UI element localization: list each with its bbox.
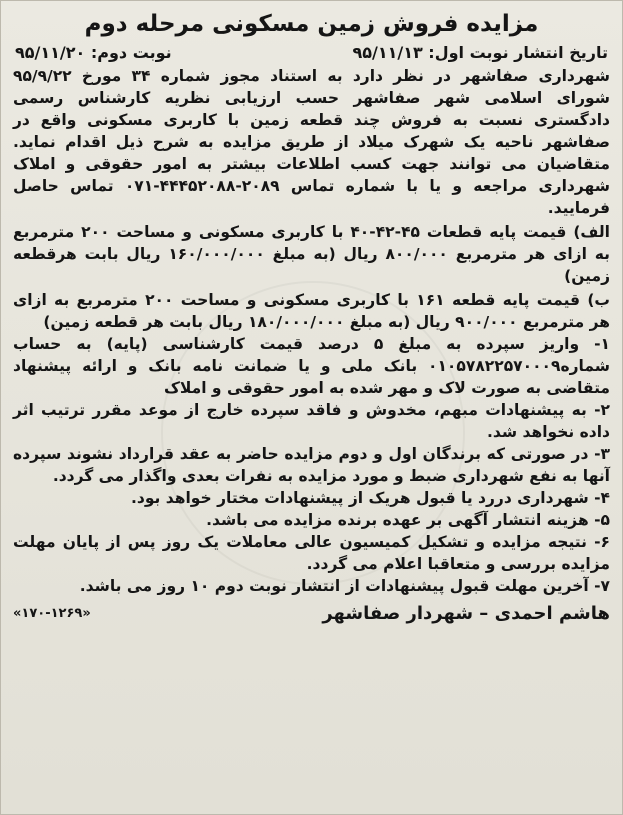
mayor-signature: هاشم احمدی – شهردار صفاشهر	[322, 603, 610, 624]
condition-7: ۷- آخرین مهلت قبول پیشنهادات از انتشار نوبت دوم ۱۰ روز می باشد.	[79, 577, 610, 595]
item-b: ب) قیمت پایه قطعه ۱۶۱ با کاربری مسکونی و مساحت ۲۰۰ مترمربع به ازای هر مترمربع ۹۰۰/۰۰۰ ریال (به مبلغ ۱۸۰/۰۰۰/۰۰۰ ریال بابت هر قطعه زمین)	[13, 291, 611, 331]
notice-code: «۱۷۰-۱۲۶۹»	[13, 606, 91, 621]
condition-1: ۱- واریز سپرده به مبلغ ۵ درصد قیمت کارشناسی (پایه) به حساب شماره۰۱۰۵۷۸۲۲۵۷۰۰۰۹ بانک ملی و یا ضمانت نامه بانک و ارائه پیشنهاد متقاضی به صورت لاک و مهر شده به امور حقوقی و املاک	[13, 335, 611, 397]
condition-5: ۵- هزینه انتشار آگهی بر عهده برنده مزایده می باشد.	[206, 511, 610, 529]
publish-dates	[15, 41, 608, 65]
condition-2: ۲- به پیشنهادات مبهم، مخدوش و فاقد سپرده خارج از موعد مقرر ترتیب اثر داده نخواهد شد.	[13, 401, 610, 441]
signature-line	[13, 601, 610, 627]
intro-paragraph: شهرداری صفاشهر در نظر دارد به استناد مجوز شماره ۳۴ مورخ ۹۵/۹/۲۲ شورای اسلامی شهر صفاشهر حسب ارزیابی نظریه کارشناس رسمی دادگستری نسبت به فروش چند قطعه زمین با کاربری مسکونی واقع در صفاشهر ناحیه یک شهرک میلاد از طریق مزایده به شرح ذیل اقدام نماید. متقاضیان می توانند جهت کسب اطلاعات بیشتر به امور حقوقی و املاک شهرداری مراجعه و یا با شماره تماس ۲۰۸۹-۴۴۴۵۲۰۸۸-۰۷۱ تماس حاصل فرمایید.	[13, 67, 610, 217]
second-publish-date: نوبت دوم: ۹۵/۱۱/۲۰	[15, 43, 172, 62]
notice-title: مزایده فروش زمین مسکونی مرحله دوم	[84, 11, 539, 37]
condition-4: ۴- شهرداری دررد یا قبول هریک از پیشنهادات مختار خواهد بود.	[131, 489, 610, 507]
condition-3: ۳- در صورتی که برندگان اول و دوم مزایده حاضر به عقد قرارداد نشوند سپرده آنها به نفع شهرداری ضبط و مورد مزایده به نفرات بعدی واگذار می گردد.	[13, 445, 610, 485]
item-a: الف) قیمت پایه قطعات ۴۵-۴۲-۴۰ با کاربری مسکونی و مساحت ۲۰۰ مترمربع به ازای هر مترمربع ۸۰۰/۰۰۰ ریال (به مبلغ ۱۶۰/۰۰۰/۰۰۰ ریال بابت هرقطعه زمین)	[13, 223, 610, 285]
first-publish-date: تاریخ انتشار نوبت اول: ۹۵/۱۱/۱۳	[352, 43, 608, 62]
condition-6: ۶- نتیجه مزایده و تشکیل کمیسیون عالی معاملات یک روز پس از پایان مهلت مزایده بررسی و متعاقبا اعلام می گردد.	[13, 533, 610, 573]
